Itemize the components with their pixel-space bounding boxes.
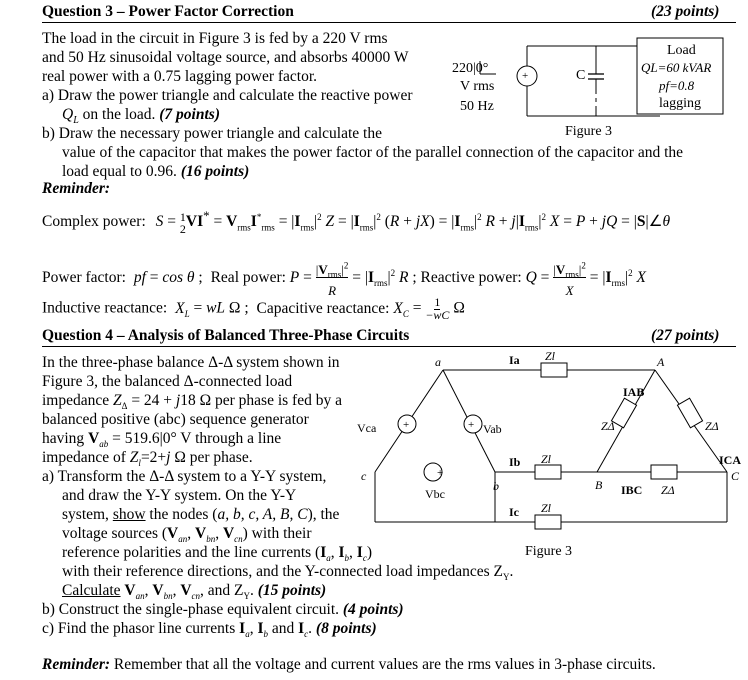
q3-part-a-2: $Q_L$ on the load. (7 points): [62, 106, 220, 127]
vrms-label: V rms: [460, 79, 495, 94]
q3-intro-2: and 50 Hz sinusoidal voltage source, and absorbs 40000 W: [42, 49, 409, 66]
q3-figure: [440, 36, 740, 140]
zd-bc-box: [651, 465, 677, 479]
q3-part-b-3: load equal to 0.96. (16 points): [62, 163, 250, 180]
q4-p5: having $V_{ab} = 519.6|0^\circ$ V through a line: [42, 430, 282, 450]
zd-ab-box: [611, 398, 636, 428]
q4-figure-caption: Figure 3: [525, 544, 573, 559]
vab-label: Vab: [483, 422, 502, 436]
ibc-label: IBC: [621, 483, 643, 497]
q3-reminder: Reminder:: [42, 180, 111, 197]
q3-intro-1: The load in the circuit in Figure 3 is fed by a 220 V rms: [42, 30, 388, 47]
q4-figure: [355, 352, 745, 562]
q4-title: Question 4 – Analysis of Balanced Three-Phase Circuits: [42, 327, 410, 344]
q3-points: (23 points): [651, 3, 720, 20]
vca-label: Vca: [357, 421, 377, 435]
zl-b-label: Zl: [541, 452, 552, 466]
q4-p6: impedance of $Z_l=2+j$ Ω per phase.: [42, 449, 253, 469]
q4-p1: In the three-phase balance Δ-Δ system shown in: [42, 354, 340, 371]
ib-label: Ib: [509, 455, 521, 469]
q4-p3: impedance $Z_\Delta = 24 + j18$ Ω per phase is fed by a: [42, 392, 342, 412]
node-c: c: [361, 469, 367, 483]
zl-a-label: Zl: [545, 352, 556, 363]
q4-c: c) Find the phasor line currents $I_a$, $I_b$ and $I_c$. (8 points): [42, 620, 377, 640]
zd-ca-label: ZΔ: [705, 419, 719, 433]
q3-intro-3: real power with a 0.75 lagging power factor.: [42, 68, 318, 85]
pf-label: pf=0.8: [659, 78, 695, 93]
svg-text:+: +: [437, 467, 444, 479]
node-b: b: [493, 479, 499, 493]
ia-label: Ia: [509, 353, 520, 367]
vbc-label: Vbc: [425, 487, 445, 501]
plus-sign: +: [522, 70, 529, 82]
zd-ca-box: [677, 398, 702, 428]
zd-bc-label: ZΔ: [661, 483, 675, 497]
q3-underline: [42, 22, 736, 23]
freq-label: 50 Hz: [460, 99, 494, 114]
q3-part-a-1: a) Draw the power triangle and calculate the reactive power: [42, 87, 413, 104]
zd-ab-label: ZΔ: [601, 419, 615, 433]
reactance-line: Inductive reactance: $X_L$ = wL Ω ; Capacitive reactance: $X_C = \frac{1}{-wC}$ Ω: [42, 295, 465, 322]
svg-text:+: +: [468, 419, 475, 431]
q4-a2: and draw the Y-Y system. On the Y-Y: [62, 487, 297, 504]
q4-reminder: Reminder: Remember that all the voltage and current values are the rms values in 3-phase circuits.: [42, 656, 656, 673]
q4-b: b) Construct the single-phase equivalent circuit. (4 points): [42, 601, 404, 618]
q4-a5: reference polarities and the line currents ($I_a$, $I_b$, $I_c$): [62, 544, 373, 564]
zl-a-box: [541, 363, 567, 377]
q3-title: Question 3 – Power Factor Correction: [42, 3, 294, 20]
q4-a1: a) Transform the Δ-Δ system to a Y-Y system,: [42, 468, 327, 485]
q4-p4: balanced positive (abc) sequence generator: [42, 411, 309, 428]
load-label: Load: [667, 43, 696, 58]
complex-power-line: Complex power: S = 1 $2VI^* = V_{rms}I^*_{rms} = |I_{rms}|^2$ $Z = |I_{rms}|^2$ $(R + jX) = |I_{rms}|^2$ $R + j|I_{rms}|^2$ X = P + jQ = |S|∠θ: [42, 208, 671, 236]
ql-label: QL=60 kVAR: [641, 60, 712, 75]
q4-a7: Calculate $V_{an}$, $V_{bn}$, $V_{cn}$, and $Z_Y$. (15 points): [62, 582, 327, 602]
q4-points: (27 points): [651, 327, 720, 344]
ica-label: ICA: [719, 453, 742, 467]
q4-underline: [42, 346, 736, 347]
zl-b-box: [535, 465, 561, 479]
lagging-label: lagging: [659, 96, 701, 111]
q4-p2: Figure 3, the balanced Δ-connected load: [42, 373, 293, 390]
svg-text:+: +: [403, 419, 410, 431]
q4-a6: with their reference directions, and the Y-connected load impedances $Z_Y$.: [62, 563, 514, 583]
zl-c-label: Zl: [541, 501, 552, 515]
node-C: C: [731, 469, 740, 483]
ic-label: Ic: [509, 505, 519, 519]
node-B: B: [595, 478, 603, 492]
q4-a3: system, show the nodes (a, b, c, A, B, C), the: [62, 506, 340, 523]
figure-caption: Figure 3: [565, 124, 613, 139]
node-A: A: [657, 355, 665, 369]
power-factor-line: Power factor: pf = cos θ ; Real power: $P = |V_{rms}|^2$ $R = |I_{rms}|^2$ R ; Reactive power: $Q = |V_{rms}|^2$ $X = |I_{rms}|^2$ X: [42, 261, 646, 298]
zl-c-box: [535, 515, 561, 529]
iab-label: IAB: [623, 385, 645, 399]
capacitor-label: C: [576, 68, 586, 83]
source-voltage-label: 220|0°: [452, 61, 489, 76]
node-a: a: [435, 355, 441, 369]
q3-part-b-1: b) Draw the necessary power triangle and calculate the: [42, 125, 382, 142]
q4-a4: voltage sources ($V_{an}$, $V_{bn}$, $V_{cn}$) with their: [62, 525, 312, 545]
q3-part-b-2: value of the capacitor that makes the power factor of the parallel connection of the capacitor and the: [62, 144, 684, 161]
